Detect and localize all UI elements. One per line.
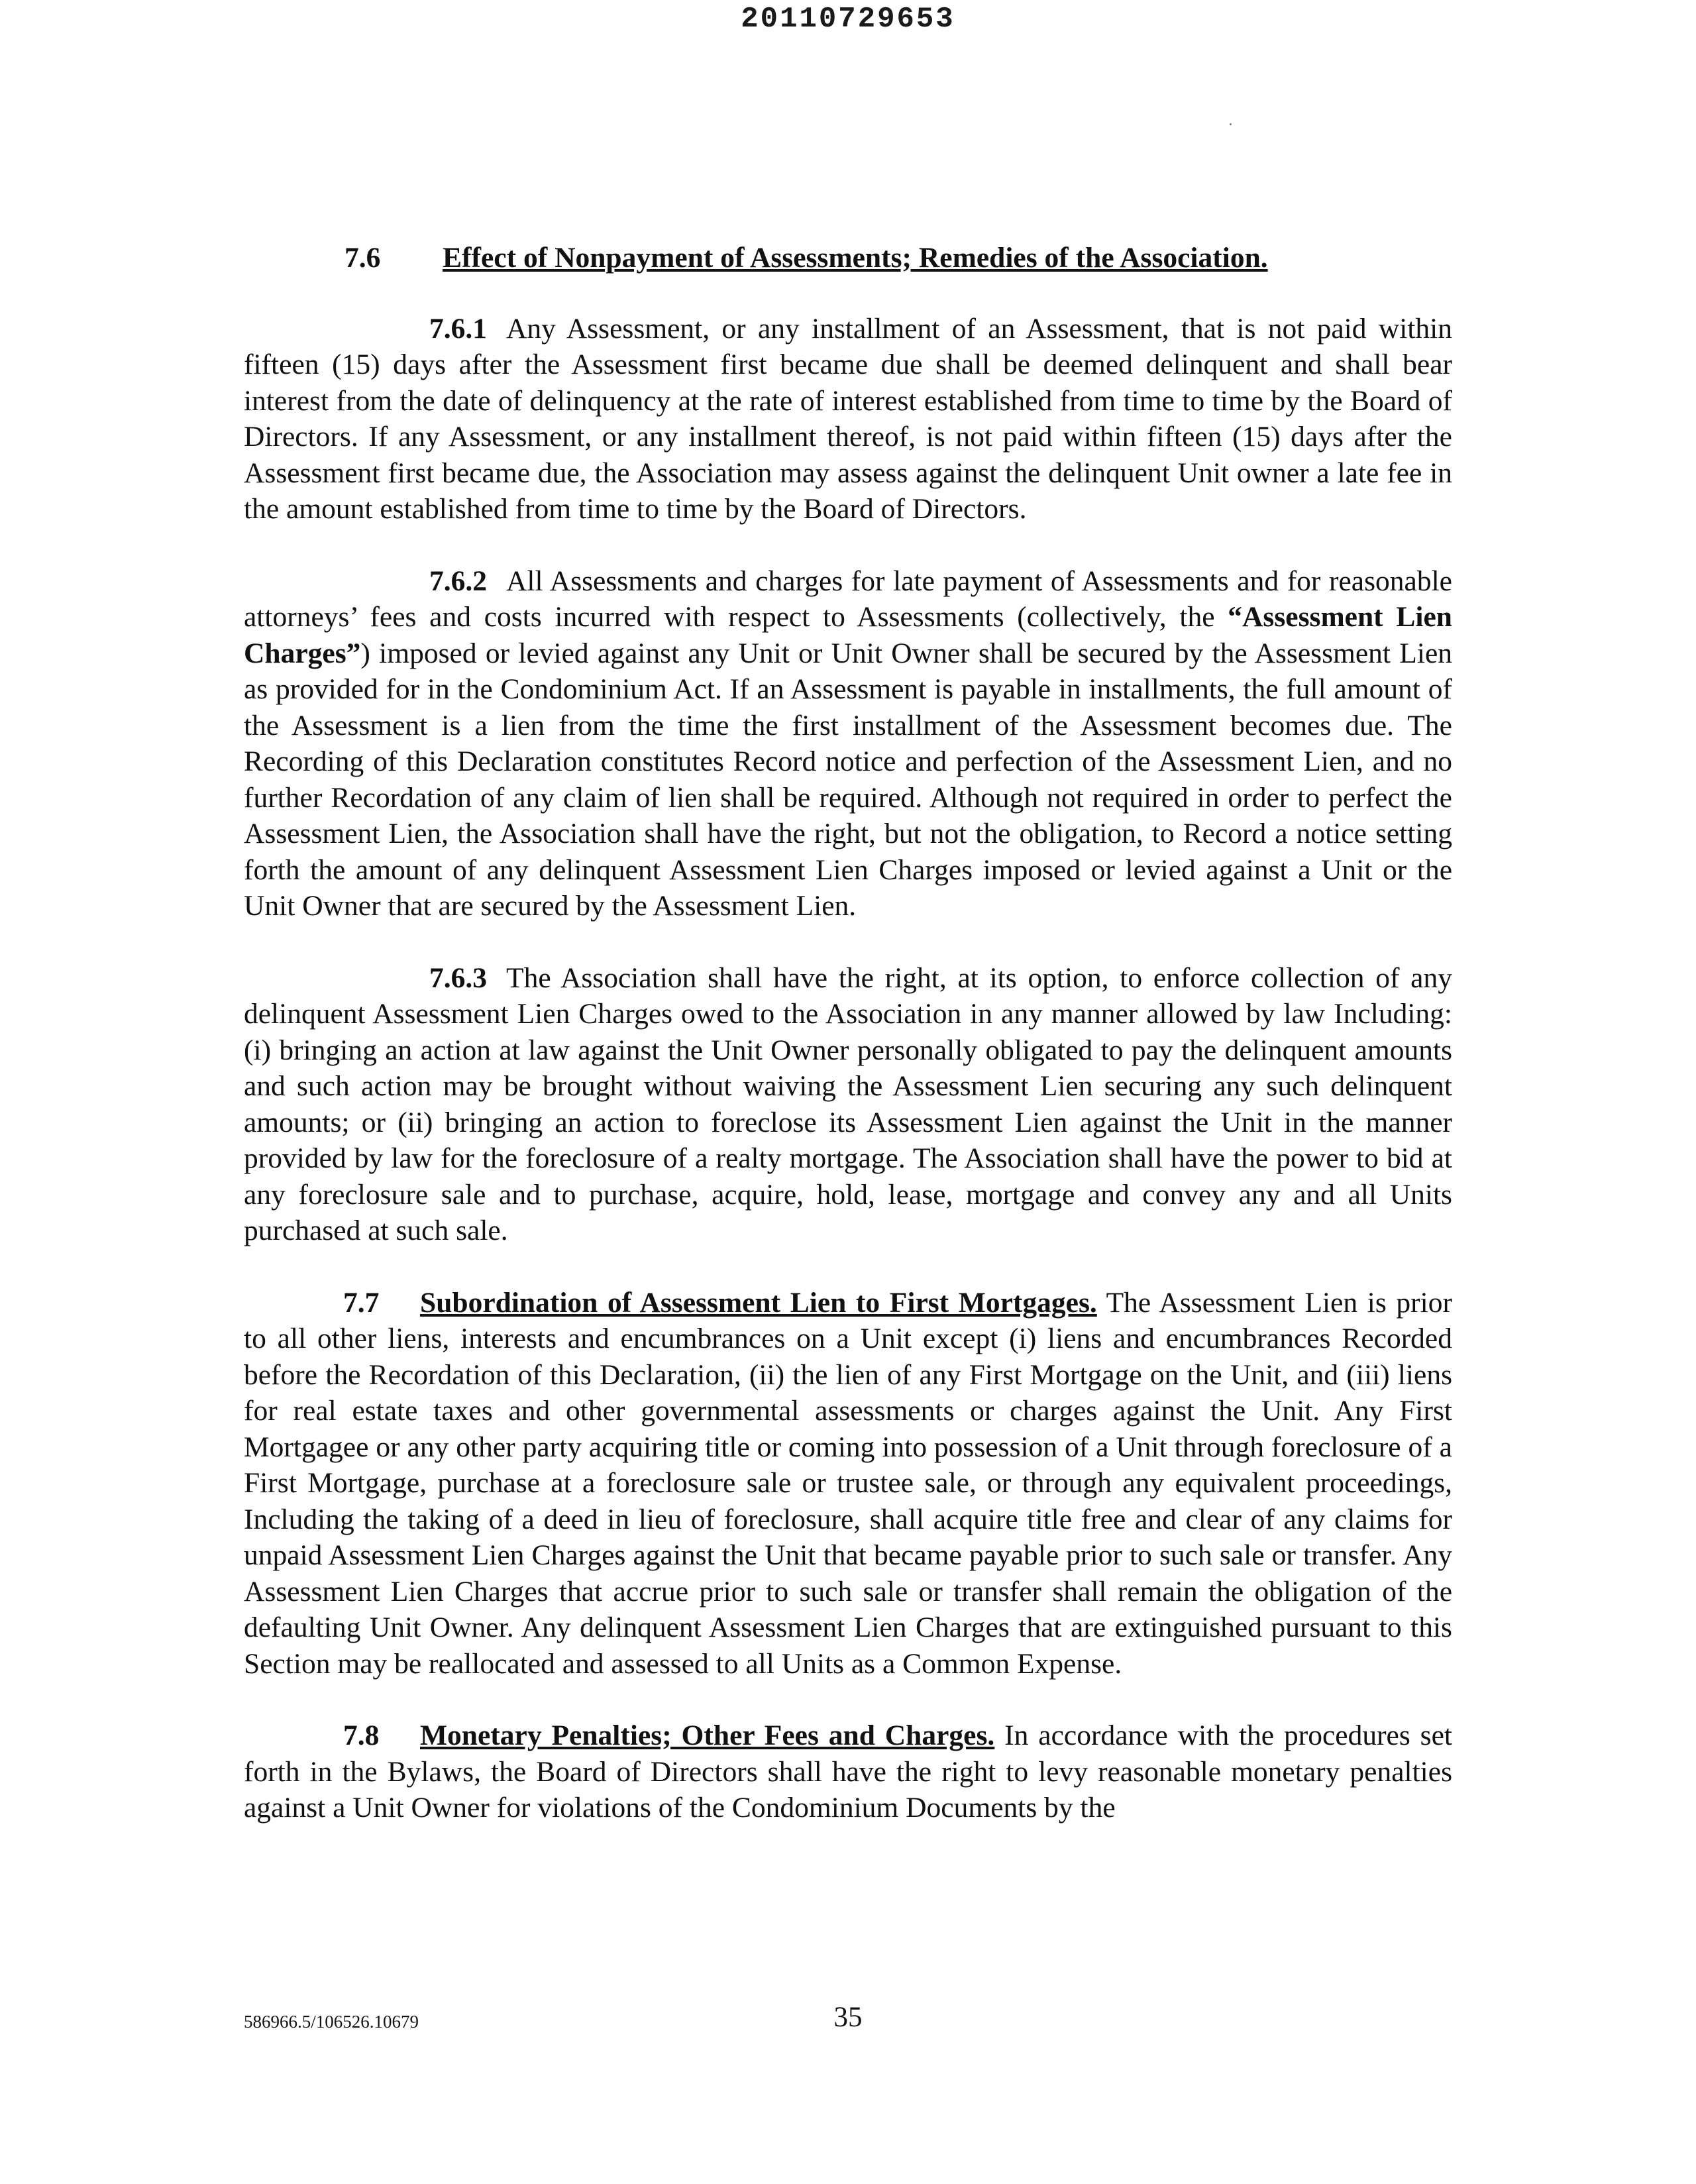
section-7-6-heading <box>244 240 1452 276</box>
section-text: In accordance with the procedures set forth in the Bylaws, the Board of Directors shall have the right to levy reasonable monetary penalties against a Unit Owner for violations of the Condominium Documents by the <box>244 1720 1452 1824</box>
paragraph-7-6-3 <box>244 960 1452 1249</box>
section-7-7 <box>244 1285 1452 1682</box>
defined-term: “Assessment Lien Charges” <box>244 601 1452 669</box>
paragraph-text: ) imposed or levied against any Unit or Unit Owner shall be secured by the Assessment Lien as provided for in the Condominium Act. If an Assessment is payable in installments, the full amount of the Assessment is a lien from the time the first installment of the Assessment becomes due. The Recording of this Declaration constitutes Record notice and perfection of the Assessment Lien, and no further Recordation of any claim of lien shall be required. Although not required in order to perfect the Assessment Lien, the Association shall have the right, but not the obligation, to Record a notice setting forth the amount of any delinquent Assessment Lien Charges imposed or levied against a Unit or the Unit Owner that are secured by the Assessment Lien. <box>244 637 1452 922</box>
section-title: Monetary Penalties; Other Fees and Charges. <box>420 1720 995 1751</box>
section-7-8 <box>244 1718 1452 1826</box>
section-number: 7.8 <box>343 1720 380 1751</box>
paragraph-7-6-2 <box>244 563 1452 924</box>
section-text: The Assessment Lien is prior to all other liens, interests and encumbrances on a Unit except (i) liens and encumbrances Recorded before the Recordation of this Declaration, (ii) the lien of any First Mortgage on the Unit, and (iii) liens for real estate taxes and other governmental assessments or charges against the Unit. Any First Mortgagee or any other party acquiring title or coming into possession of a Unit through foreclosure of a First Mortgage, purchase at a foreclosure sale or trustee sale, or through any equivalent proceedings, Including the taking of a deed in lieu of foreclosure, shall acquire title free and clear of any claims for unpaid Assessment Lien Charges against the Unit that became payable prior to such sale or transfer. Any Assessment Lien Charges that accrue prior to such sale or transfer shall remain the obligation of the defaulting Unit Owner. Any delinquent Assessment Lien Charges that are extinguished pursuant to this Section may be reallocated and assessed to all Units as a Common Expense. <box>244 1286 1452 1680</box>
section-title: Subordination of Assessment Lien to First Mortgages. <box>420 1286 1097 1319</box>
section-number: 7.6 <box>344 242 381 274</box>
paragraph-7-6-1 <box>244 311 1452 527</box>
paragraph-text: Any Assessment, or any installment of an Assessment, that is not paid within fifteen (15) days after the Assessment first became due shall be deemed delinquent and shall bear interest from the date of delinquency at the rate of interest established from time to time by the Board of Directors. If any Assessment, or any installment thereof, is not paid within fifteen (15) days after the Assessment first became due, the Association may assess against the delinquent Unit owner a late fee in the amount established from time to time by the Board of Directors. <box>244 312 1452 525</box>
document-body <box>244 240 1452 1862</box>
section-title: Effect of Nonpayment of Assessments; Remedies of the Association. <box>443 242 1268 274</box>
recording-number: 20110729653 <box>741 3 955 36</box>
scan-speck <box>1230 123 1232 125</box>
paragraph-text: The Association shall have the right, at its option, to enforce collection of any delinquent Assessment Lien Charges owed to the Association in any manner allowed by law Including: (i) bringing an action at law against the Unit Owner personally obligated to pay the delinquent amounts and such action may be brought without waiving the Assessment Lien securing any such delinquent amounts; or (ii) bringing an action to foreclose its Assessment Lien against the Unit in the manner provided by law for the foreclosure of a realty mortgage. The Association shall have the power to bid at any foreclosure sale and to purchase, acquire, hold, lease, mortgage and convey any and all Units purchased at such sale. <box>244 961 1452 1246</box>
paragraph-number: 7.6.2 <box>429 565 487 597</box>
page-number: 35 <box>833 2002 863 2033</box>
paragraph-number: 7.6.3 <box>429 961 487 994</box>
paragraph-number: 7.6.1 <box>429 312 487 345</box>
paragraph-text: All Assessments and charges for late payment of Assessments and for reasonable attorneys’ fees and costs incurred with respect to Assessments (collectively, the <box>244 565 1452 633</box>
footer-file-reference: 586966.5/106526.10679 <box>244 2012 419 2032</box>
section-number: 7.7 <box>343 1286 380 1319</box>
